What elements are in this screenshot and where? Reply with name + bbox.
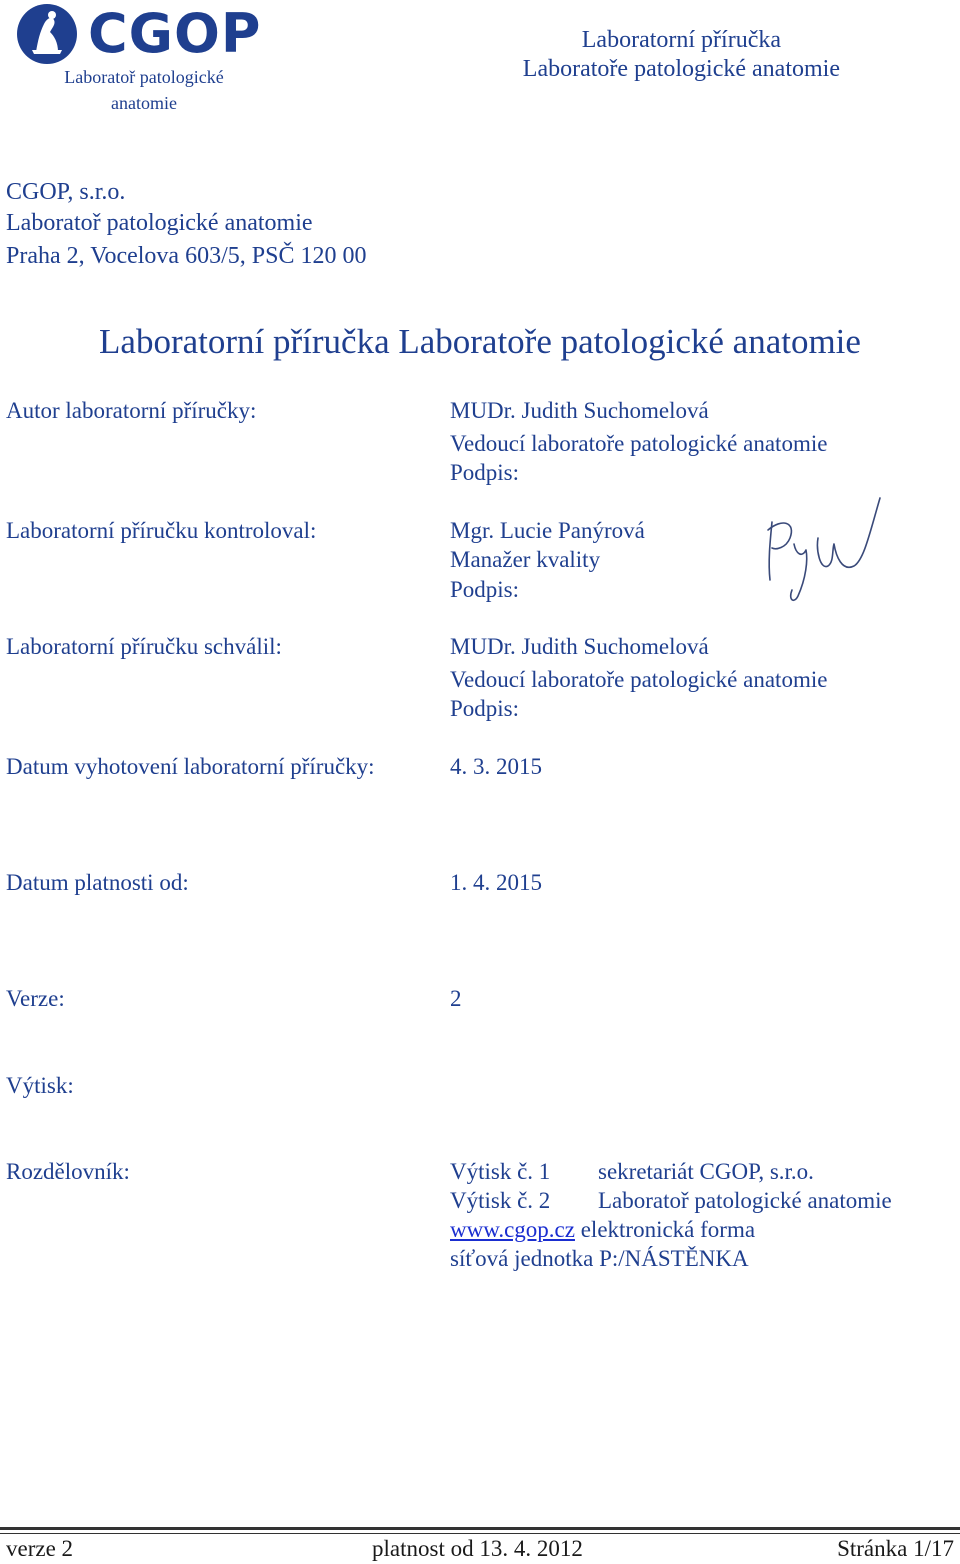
distribution-copy1-label: Výtisk č. 1 (450, 1159, 551, 1184)
distribution-copy2-label: Výtisk č. 2 (450, 1188, 551, 1213)
checked-role: Manažer kvality (450, 547, 601, 572)
footer-version: verze 2 (6, 1536, 74, 1561)
footer-rule (0, 1527, 960, 1530)
header-title (523, 26, 840, 84)
approved-signature-label: Podpis: (450, 696, 520, 721)
document-title: Laboratorní příručka Laboratoře patologické anatomie (99, 322, 861, 361)
approved-label: Laboratorní příručku schválil: (6, 634, 282, 659)
distribution-copy1-value: sekretariát CGOP, s.r.o. (598, 1159, 814, 1184)
valid-from-label: Datum platnosti od: (6, 870, 189, 895)
address-street: Praha 2, Vocelova 603/5, PSČ 120 00 (6, 243, 367, 269)
checked-signature-label: Podpis: (450, 577, 520, 602)
created-date-label: Datum vyhotovení laboratorní příručky: (6, 754, 375, 779)
valid-from-value: 1. 4. 2015 (450, 870, 542, 895)
distribution-web-line (450, 1215, 755, 1244)
distribution-web-value: elektronická forma (574, 1217, 756, 1242)
cgop-logo-icon (14, 2, 80, 66)
created-date-value: 4. 3. 2015 (450, 754, 542, 779)
header-title-line2: Laboratoře patologické anatomie (522, 56, 840, 82)
author-name: MUDr. Judith Suchomelová (450, 398, 709, 423)
author-signature-label: Podpis: (450, 460, 520, 485)
approved-role: Vedoucí laboratoře patologické anatomie (450, 667, 828, 692)
author-label: Autor laboratorní příručky: (6, 398, 257, 423)
checked-name: Mgr. Lucie Panýrová (450, 518, 645, 543)
handwritten-signature (762, 492, 886, 604)
logo-wordmark: CGOP (88, 2, 262, 65)
logo-subtitle: Laboratoř patologické anatomie (64, 67, 224, 113)
version-label: Verze: (6, 986, 65, 1011)
address-department: Laboratoř patologické anatomie (6, 210, 313, 236)
distribution-network: síťová jednotka P:/NÁSTĚNKA (450, 1246, 749, 1271)
print-label: Výtisk: (6, 1073, 74, 1098)
author-role: Vedoucí laboratoře patologické anatomie (450, 431, 828, 456)
footer-validity: platnost od 13. 4. 2012 (372, 1536, 583, 1561)
distribution-copy2-value: Laboratoř patologické anatomie (598, 1188, 892, 1213)
footer-page-number: Stránka 1/17 (837, 1536, 954, 1561)
approved-name: MUDr. Judith Suchomelová (450, 634, 709, 659)
header-title-line1: Laboratorní příručka (581, 27, 782, 53)
checked-label: Laboratorní příručku kontroloval: (6, 518, 317, 543)
version-value: 2 (450, 986, 462, 1011)
address-company: CGOP, s.r.o. (6, 179, 126, 205)
distribution-label: Rozdělovník: (6, 1159, 130, 1184)
cgop-web-link[interactable]: www.cgop.cz (450, 1217, 575, 1242)
